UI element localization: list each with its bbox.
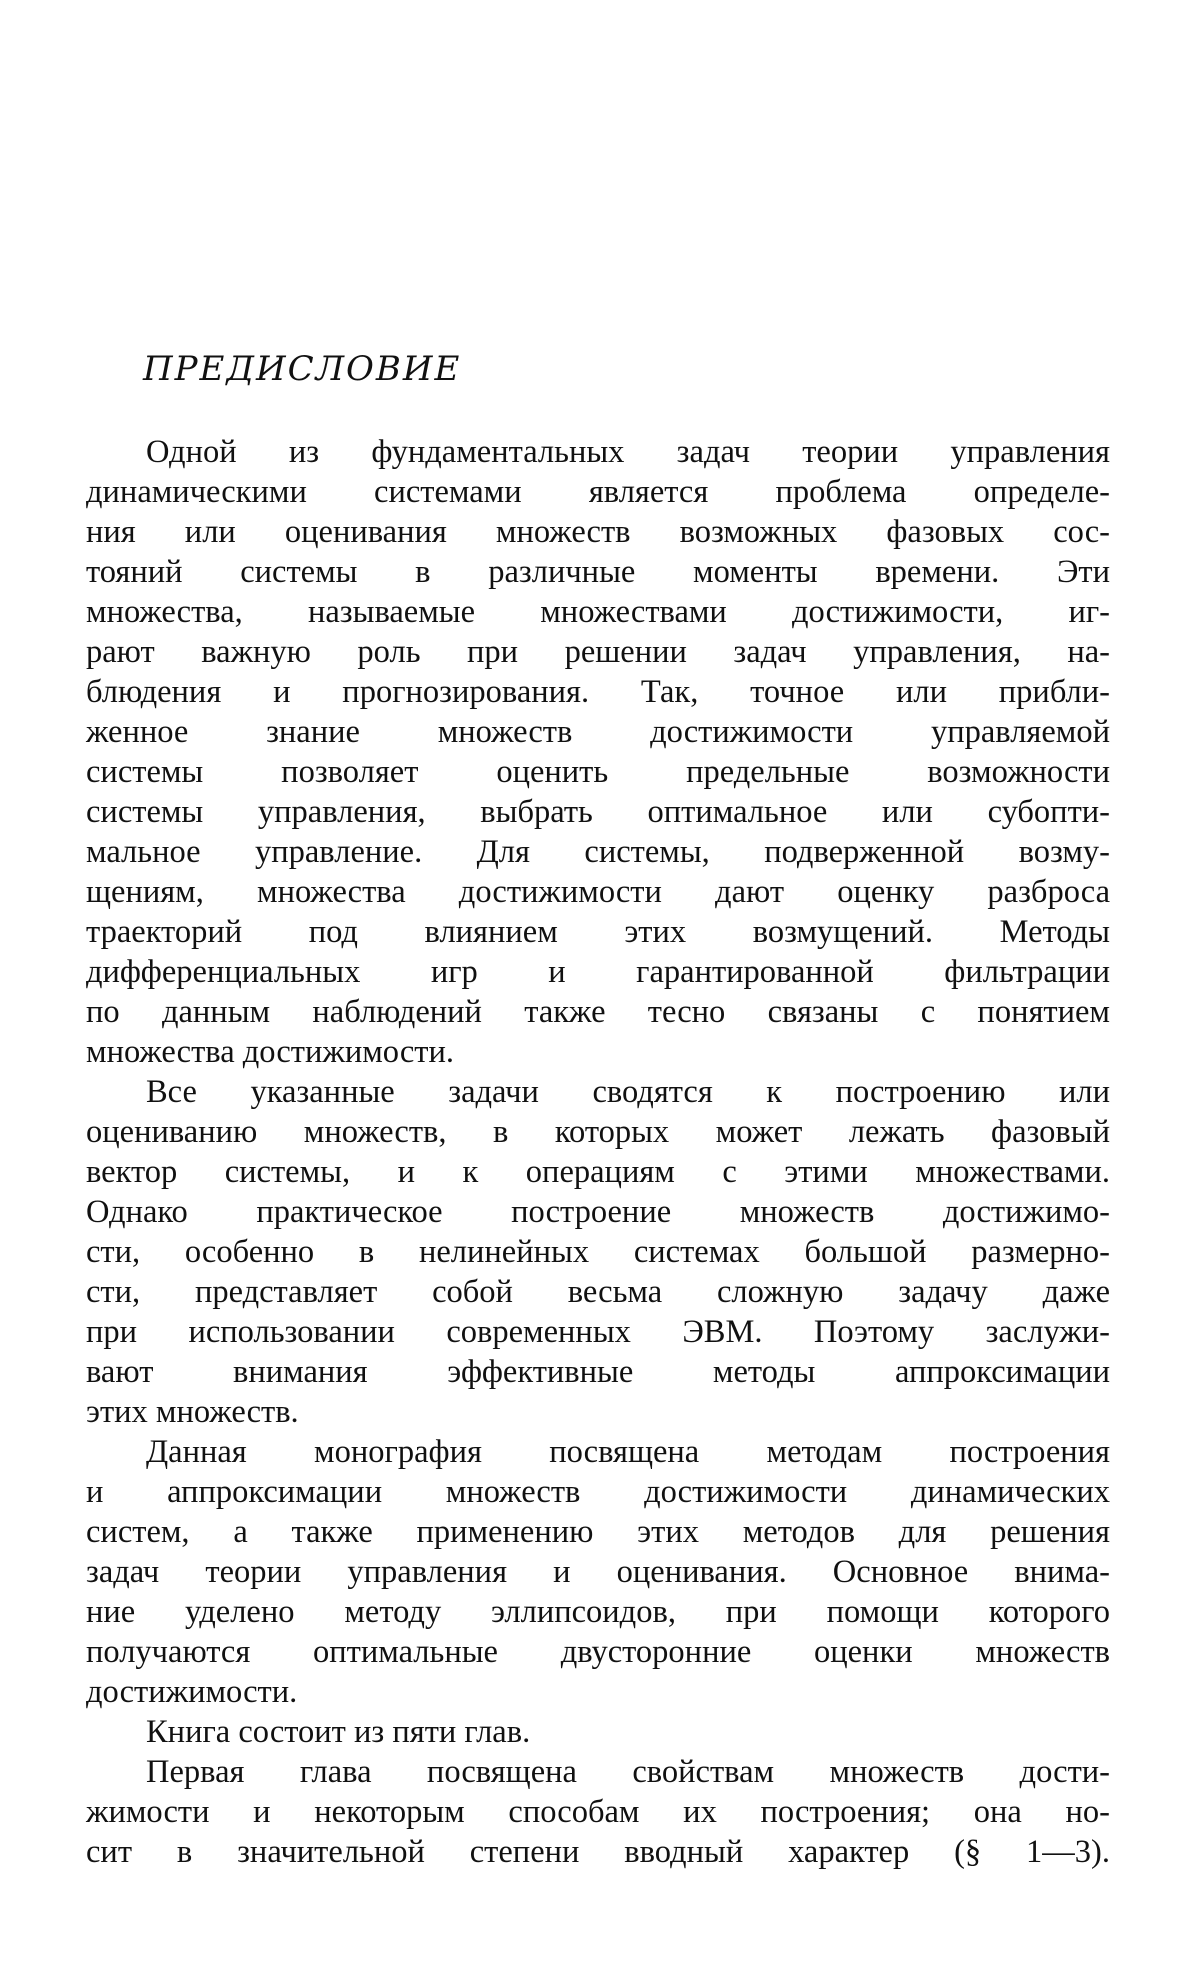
text-line: множества достижимости. xyxy=(86,1034,454,1070)
text-line: сти, особенно в нелинейных системах большой размерно- xyxy=(86,1234,1110,1270)
text-line: блюдения и прогнозирования. Так, точное или прибли- xyxy=(86,674,1110,710)
text-line: при использовании современных ЭВМ. Поэтому заслужи- xyxy=(86,1314,1110,1350)
text-line: Одной из фундаментальных задач теории управления xyxy=(146,434,1110,470)
text-line: Данная монография посвящена методам построения xyxy=(146,1434,1110,1470)
text-line: Все указанные задачи сводятся к построению или xyxy=(146,1074,1110,1110)
text-line: и аппроксимации множеств достижимости динамических xyxy=(86,1474,1110,1510)
text-line: задач теории управления и оценивания. Основное внима- xyxy=(86,1554,1110,1590)
text-line: сти, представляет собой весьма сложную задачу даже xyxy=(86,1274,1110,1310)
text-line: вектор системы, и к операциям с этими множествами. xyxy=(86,1154,1110,1190)
text-line: рают важную роль при решении задач управления, на- xyxy=(86,634,1110,670)
text-line: женное знание множеств достижимости управляемой xyxy=(86,714,1110,750)
text-line: сит в значительной степени вводный характер (§ 1—3). xyxy=(86,1834,1110,1870)
text-line: системы позволяет оценить предельные возможности xyxy=(86,754,1110,790)
text-line: жимости и некоторым способам их построения; она но- xyxy=(86,1794,1110,1830)
paragraph xyxy=(86,1432,1110,1712)
text-line: траекторий под влиянием этих возмущений. Методы xyxy=(86,914,1110,950)
text-line: щениям, множества достижимости дают оценку разброса xyxy=(86,874,1110,910)
text-line: Первая глава посвящена свойствам множеств дости- xyxy=(146,1754,1110,1790)
text-line: Однако практическое построение множеств достижимо- xyxy=(86,1194,1110,1230)
preface-heading: ПРЕДИСЛОВИЕ xyxy=(143,349,462,389)
text-line: динамическими системами является проблема определе- xyxy=(86,474,1110,510)
text-line: дифференциальных игр и гарантированной фильтрации xyxy=(86,954,1110,990)
text-line: ние уделено методу эллипсоидов, при помощи которого xyxy=(86,1594,1110,1630)
preface-body xyxy=(86,432,1110,1872)
paragraph xyxy=(86,432,1110,1072)
text-line: систем, а также применению этих методов для решения xyxy=(86,1514,1110,1550)
text-line: достижимости. xyxy=(86,1674,298,1710)
text-line: вают внимания эффективные методы аппроксимации xyxy=(86,1354,1110,1390)
text-line: мальное управление. Для системы, подверженной возму- xyxy=(86,834,1110,870)
text-line: ния или оценивания множеств возможных фазовых сос- xyxy=(86,514,1110,550)
paragraph xyxy=(86,1072,1110,1432)
paragraph xyxy=(86,1712,1110,1752)
text-line: этих множеств. xyxy=(86,1394,299,1430)
text-line: оцениванию множеств, в которых может лежать фазовый xyxy=(86,1114,1110,1150)
text-line: системы управления, выбрать оптимальное или субопти- xyxy=(86,794,1110,830)
text-line: по данным наблюдений также тесно связаны с понятием xyxy=(86,994,1110,1030)
text-line: множества, называемые множествами достижимости, иг- xyxy=(86,594,1110,630)
text-line: получаются оптимальные двусторонние оценки множеств xyxy=(86,1634,1110,1670)
text-line: тояний системы в различные моменты времени. Эти xyxy=(86,554,1110,590)
paragraph xyxy=(86,1752,1110,1872)
text-line: Книга состоит из пяти глав. xyxy=(146,1714,531,1750)
